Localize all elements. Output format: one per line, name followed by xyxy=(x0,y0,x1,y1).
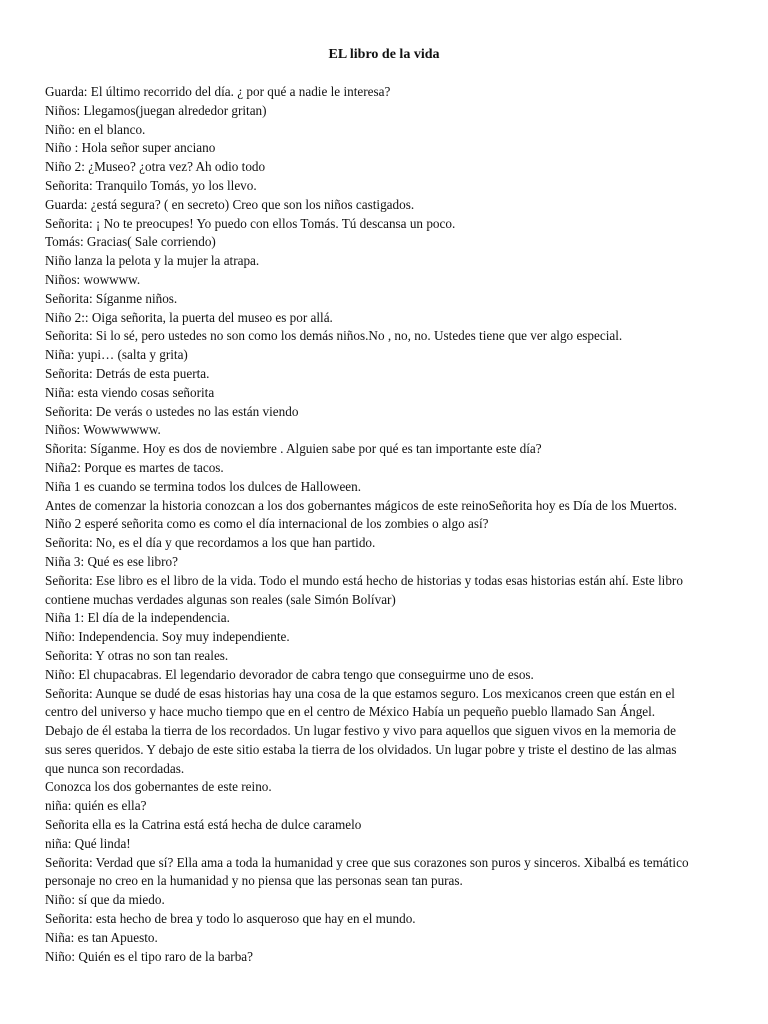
script-line: Guarda: ¿está segura? ( en secreto) Creo que son los niños castigados. xyxy=(45,196,415,212)
script-line: Niños: wowwww. xyxy=(45,271,141,287)
script-line: Niños: Wowwwwww. xyxy=(45,422,161,438)
script-line: Niños: Llegamos(juegan alrededor gritan) xyxy=(45,102,267,118)
script-line: Niña2: Porque es martes de tacos. xyxy=(45,459,224,475)
script-line: Antes de comenzar la historia conozcan a los dos gobernantes mágicos de este reinoSeñorita hoy es Día de los Muertos. xyxy=(45,497,678,513)
script-line: Sñorita: Síganme. Hoy es dos de noviembre . Alguien sabe por qué es tan importante este día? xyxy=(45,441,542,457)
script-line: personaje no creo en la humanidad y no piensa que las personas sean tan puras. xyxy=(45,873,463,889)
script-line: Niño: El chupacabras. El legendario devorador de cabra tengo que conseguirme uno de esos. xyxy=(45,666,534,682)
script-line: Niña: es tan Apuesto. xyxy=(45,929,158,945)
script-line: Niño: en el blanco. xyxy=(45,121,146,137)
script-line: Niño : Hola señor super anciano xyxy=(45,140,216,156)
script-line: sus seres queridos. Y debajo de este sitio estaba la tierra de los olvidados. Un lugar pobre y triste el destino de las almas xyxy=(45,741,677,757)
script-line: Niña 1 es cuando se termina todos los dulces de Halloween. xyxy=(45,478,362,494)
script-line: Niño: Independencia. Soy muy independiente. xyxy=(45,629,290,645)
document-title: EL libro de la vida xyxy=(328,47,440,62)
script-line: Niño 2 esperé señorita como es como el día internacional de los zombies o algo así? xyxy=(45,516,489,532)
script-line: Señorita ella es la Catrina está está hecha de dulce caramelo xyxy=(45,817,362,833)
script-line: Niño 2: ¿Museo? ¿otra vez? Ah odio todo xyxy=(45,159,266,175)
script-line: Niña 3: Qué es ese libro? xyxy=(45,553,178,569)
script-line: Señorita: Ese libro es el libro de la vida. Todo el mundo está hecho de historias y todas esas historias están ahí. Este libro xyxy=(45,572,683,588)
script-line: Guarda: El último recorrido del día. ¿ por qué a nadie le interesa? xyxy=(45,84,391,99)
script-line: Señorita: Tranquilo Tomás, yo los llevo. xyxy=(45,177,257,193)
script-line: Señorita: Verdad que sí? Ella ama a toda la humanidad y cree que sus corazones son puros y sinceros. Xibalbá es temático xyxy=(45,854,689,870)
script-line: contiene muchas verdades algunas son reales (sale Simón Bolívar) xyxy=(45,591,396,607)
script-line: Debajo de él estaba la tierra de los recordados. Un lugar festivo y vivo para aquellos que siguen vivos en la memoria de xyxy=(45,723,676,739)
script-line: Conozca los dos gobernantes de este reino. xyxy=(45,779,272,795)
script-line: Señorita: Si lo sé, pero ustedes no son como los demás niños.No , no, no. Ustedes tiene que ver algo especial. xyxy=(45,328,623,344)
script-line: centro del universo y hace mucho tiempo que en el centro de México Había un pequeño pueblo llamado San Ángel. xyxy=(45,704,656,720)
script-line: Niña: yupi… (salta y grita) xyxy=(45,347,188,363)
script-line: Niña: esta viendo cosas señorita xyxy=(45,384,215,400)
script-line: Señorita: esta hecho de brea y todo lo asqueroso que hay en el mundo. xyxy=(45,911,416,927)
script-line: niña: Qué linda! xyxy=(45,835,131,851)
script-line: Señorita: Y otras no son tan reales. xyxy=(45,647,229,663)
script-line: Señorita: Detrás de esta puerta. xyxy=(45,365,210,381)
document-body xyxy=(45,83,735,966)
script-line: niña: quién es ella? xyxy=(45,798,147,814)
script-line: Señorita: No, es el día y que recordamos a los que han partido. xyxy=(45,535,376,551)
script-line: Tomás: Gracias( Sale corriendo) xyxy=(45,234,216,250)
script-line: Niño lanza la pelota y la mujer la atrapa. xyxy=(45,253,260,269)
script-line: Señorita: Síganme niños. xyxy=(45,290,178,306)
script-line: Señorita: Aunque se dudé de esas historias hay una cosa de la que estamos seguro. Los mexicanos creen que están en el xyxy=(45,685,675,701)
script-line: Señorita: De verás o ustedes no las están viendo xyxy=(45,403,299,419)
script-line: que nunca son recordadas. xyxy=(45,760,185,776)
script-line: Niña 1: El día de la independencia. xyxy=(45,610,230,626)
script-line: Niño 2:: Oiga señorita, la puerta del museo es por allá. xyxy=(45,309,333,325)
script-line: Niño: Quién es el tipo raro de la barba? xyxy=(45,948,253,964)
script-line: Niño: sí que da miedo. xyxy=(45,892,165,908)
script-line: Señorita: ¡ No te preocupes! Yo puedo con ellos Tomás. Tú descansa un poco. xyxy=(45,215,456,231)
